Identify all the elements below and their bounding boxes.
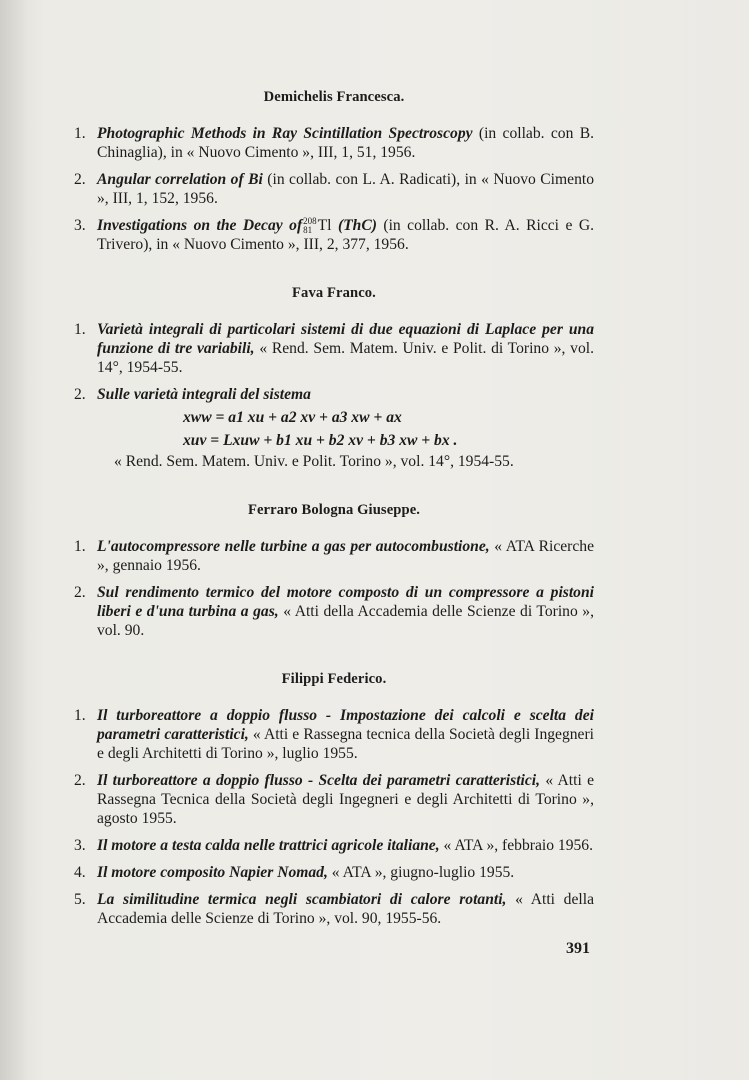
publication-title: Il turboreattore a doppio flusso - Scelta dei parametri caratteristici, xyxy=(97,772,541,790)
page-gutter-shadow xyxy=(0,0,28,1080)
publication-entry xyxy=(74,124,594,162)
author-section xyxy=(74,284,594,471)
publication-details: « Atti della Accademia delle Scienze di Torino », vol. 90, 1955-56. xyxy=(97,891,594,928)
publication-details: (in collab. con B. Chinaglia), in « Nuovo Cimento », III, 1, 51, 1956. xyxy=(97,125,594,161)
author-name: Filippi Federico. xyxy=(281,671,387,688)
author-name: Ferraro Bologna Giuseppe. xyxy=(247,502,421,519)
publication-entry xyxy=(74,836,594,855)
publication-entry xyxy=(74,863,594,882)
publication-entry xyxy=(74,706,594,763)
entry-number: 3. xyxy=(74,217,86,234)
publication-title: La similitudine termica negli scambiatori di calore rotanti, xyxy=(97,891,507,909)
entry-number: 1. xyxy=(74,321,86,339)
publication-entry xyxy=(74,890,594,928)
page-number: 391 xyxy=(566,940,590,957)
atomic-number: 81 xyxy=(303,225,313,236)
entry-number: 1. xyxy=(74,538,86,556)
entry-number: 2. xyxy=(74,171,86,188)
publication-title: Angular correlation of Bi xyxy=(97,171,263,188)
publication-entry xyxy=(74,170,594,208)
entry-number: 2. xyxy=(74,584,86,602)
author-section xyxy=(74,670,594,928)
publication-title: Il motore a testa calda nelle trattrici agricole italiane, xyxy=(97,837,440,855)
publication-details: « Atti della Accademia delle Scienze di Torino », vol. 90. xyxy=(97,603,594,640)
publication-entry xyxy=(74,385,594,471)
publication-title: Sulle varietà integrali del sistema xyxy=(97,386,311,404)
author-section xyxy=(74,88,594,254)
entry-number: 1. xyxy=(74,707,86,725)
publication-title: Il motore composito Napier Nomad, xyxy=(97,864,328,882)
entry-number: 4. xyxy=(74,864,86,882)
publication-details: « ATA », febbraio 1956. xyxy=(439,837,593,855)
entry-number: 1. xyxy=(74,125,86,142)
publication-entry xyxy=(74,583,594,640)
nuclide-index xyxy=(303,217,317,235)
publication-entry xyxy=(74,216,594,254)
publication-entry xyxy=(74,771,594,828)
nuclide-alias: (ThC) xyxy=(331,217,377,234)
publication-title: Photographic Methods in Ray Scintillation Spectroscopy xyxy=(97,125,473,142)
publication-details: « ATA Ricerche », gennaio 1956. xyxy=(97,538,594,575)
author-section xyxy=(74,501,594,640)
author-name: Demichelis Francesca. xyxy=(263,89,405,105)
publication-details: « Rend. Sem. Matem. Univ. e Polit. Torino », vol. 14°, 1954-55. xyxy=(114,453,514,471)
entry-number: 3. xyxy=(74,837,86,855)
equation-line-1: xww = a1 xu + a2 xv + a3 xw + ax xyxy=(183,409,402,427)
publication-details: (in collab. con L. A. Radicati), in « Nuovo Cimento », III, 1, 152, 1956. xyxy=(97,171,594,207)
publication-details: (in collab. con R. A. Ricci e G. Trivero), in « Nuovo Cimento », III, 2, 377, 1956. xyxy=(97,217,594,254)
equation-line-2: xuv = Lxuw + b1 xu + b2 xv + b3 xw + bx . xyxy=(183,432,458,450)
publication-entry xyxy=(74,537,594,575)
publication-title: Il turboreattore a doppio flusso - Impostazione dei calcoli e scelta dei parametri caratteristici, xyxy=(97,707,594,744)
publication-title: Sul rendimento termico del motore composto di un compressore a pistoni liberi e d'una turbina a gas, xyxy=(97,584,594,621)
publication-entry xyxy=(74,320,594,377)
publication-title: L'autocompressore nelle turbine a gas per autocombustione, xyxy=(97,538,490,556)
bibliography-content xyxy=(74,88,594,958)
publication-details: « Atti e Rassegna Tecnica della Società degli Ingegneri e degli Architetti di Torino », agosto 1955. xyxy=(97,772,594,828)
publication-details: « ATA », giugno-luglio 1955. xyxy=(327,864,515,882)
nuclide-symbol: Tl xyxy=(317,217,332,234)
publication-details: « Atti e Rassegna tecnica della Società degli Ingegneri e degli Architetti di Torino », luglio 1955. xyxy=(97,726,595,763)
entry-number: 2. xyxy=(74,386,86,404)
publication-details: « Rend. Sem. Matem. Univ. e Polit. di Torino », vol. 14°, 1954-55. xyxy=(97,340,595,377)
mass-number: 208 xyxy=(303,216,317,227)
publication-title: Varietà integrali di particolari sistemi di due equazioni di Laplace per una funzione di tre variabili, xyxy=(97,321,594,358)
entry-number: 2. xyxy=(74,772,86,790)
publication-title: Investigations on the Decay of xyxy=(97,217,303,234)
entry-number: 5. xyxy=(74,891,86,909)
author-name: Fava Franco. xyxy=(292,285,376,302)
